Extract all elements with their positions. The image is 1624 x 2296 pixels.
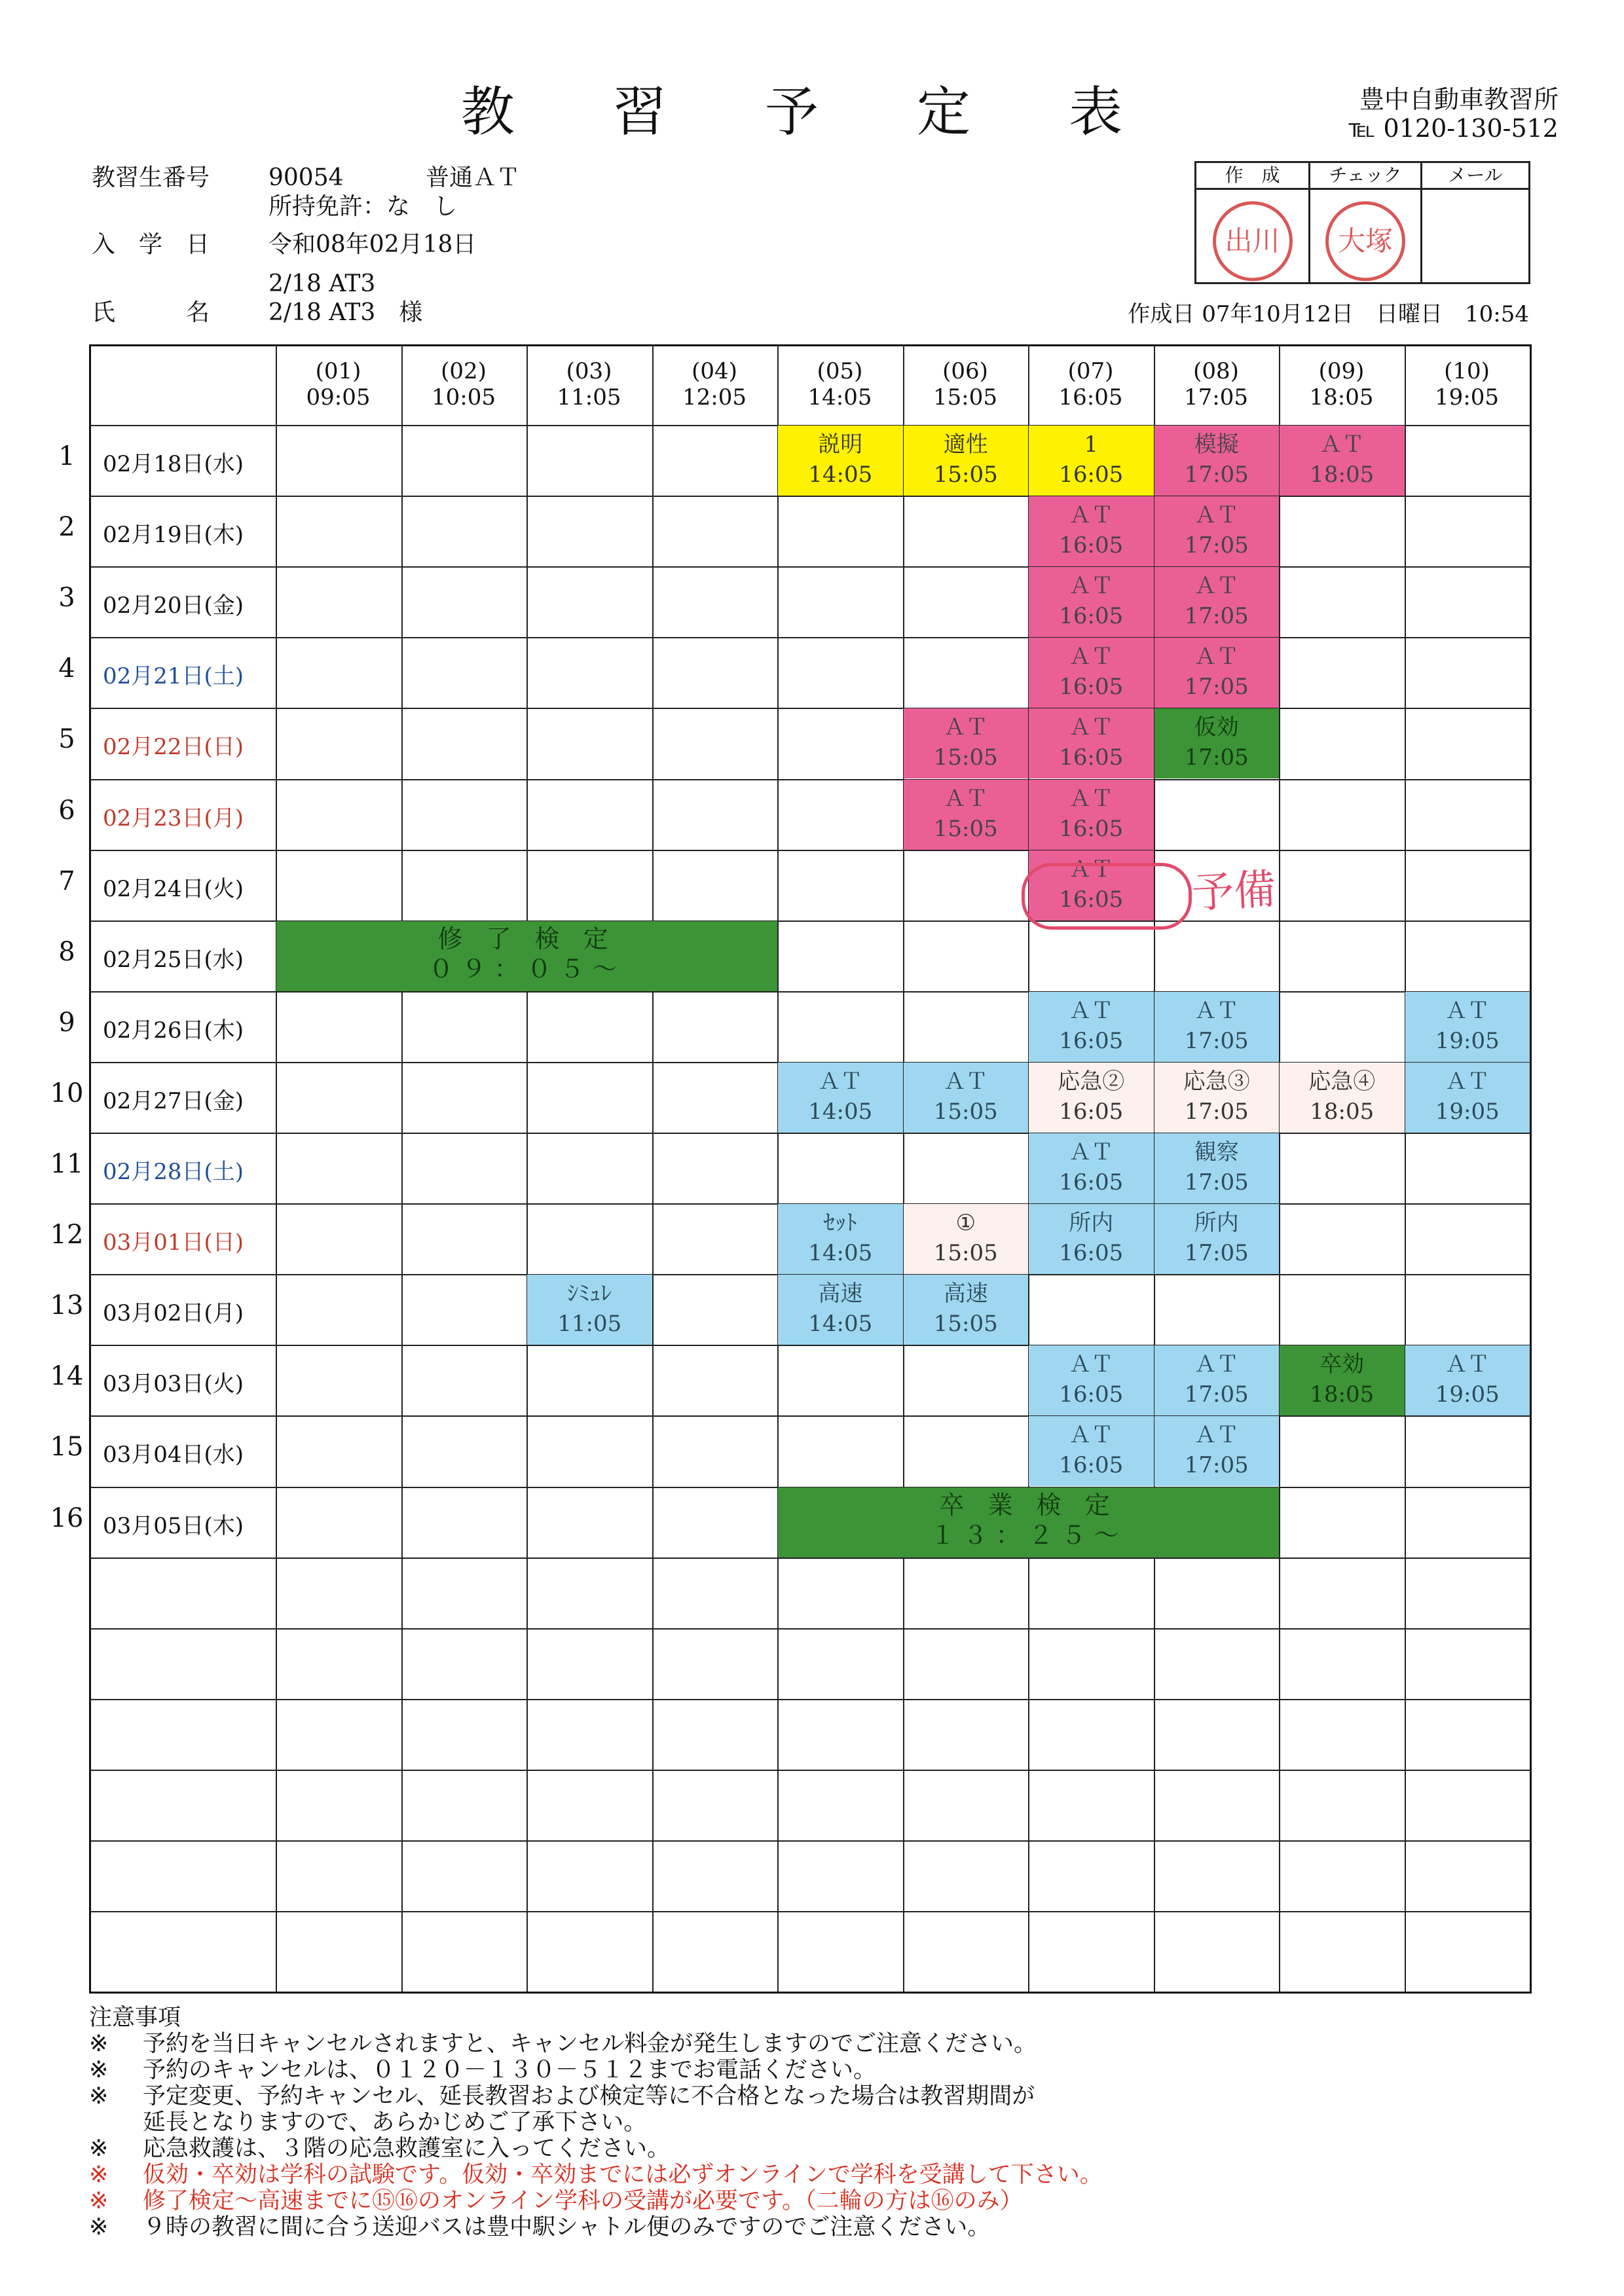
lesson-name: ＡＴ	[1445, 1351, 1490, 1378]
lesson-time: 16:05	[1059, 1027, 1124, 1054]
stamp-col-check	[1308, 163, 1420, 282]
lesson-time: 15:05	[933, 744, 998, 771]
lesson-time: 14:05	[808, 1311, 873, 1338]
lesson-cell	[904, 708, 1029, 778]
row-number: 2	[58, 512, 75, 543]
row-date: 03月04日(水)	[103, 1442, 244, 1468]
lesson-name: ＡＴ	[1069, 785, 1114, 812]
note-text: 予約を当日キャンセルされますと、キャンセル料金が発生しますのでご注意ください。	[143, 2031, 1037, 2057]
lesson-time: 16:05	[1059, 815, 1124, 842]
lesson-name: ＡＴ	[1194, 502, 1239, 529]
lesson-cell	[904, 1204, 1029, 1274]
lesson-cell	[1029, 1133, 1154, 1203]
lesson-name: 応急③	[1183, 1068, 1250, 1095]
row-divider	[91, 1770, 1530, 1771]
note-item	[89, 2188, 1530, 2214]
lesson-cell	[1280, 1063, 1405, 1133]
lesson-cell	[1154, 1063, 1280, 1133]
schedule-table	[89, 344, 1532, 1994]
row-number: 13	[50, 1290, 84, 1321]
exam-band	[778, 1487, 1279, 1558]
period-number: (05)	[817, 358, 863, 384]
row-date: 03月05日(木)	[103, 1512, 244, 1539]
lesson-cell	[1405, 992, 1530, 1062]
lesson-name: ＡＴ	[1320, 431, 1365, 458]
school-info	[1283, 85, 1559, 143]
row-divider	[91, 779, 1530, 780]
lesson-cell	[1154, 1345, 1280, 1415]
note-item	[89, 2109, 1530, 2136]
note-text: 延長となりますので、あらかじめご了承下さい。	[143, 2109, 647, 2136]
row-number: 5	[58, 724, 75, 755]
row-divider	[91, 496, 1530, 497]
period-header	[276, 346, 401, 425]
lesson-name: 高速	[943, 1281, 988, 1307]
period-time: 11:05	[557, 384, 621, 410]
stamp-header: チェック	[1310, 163, 1420, 190]
lesson-name: ｾｯﾄ	[823, 1210, 857, 1237]
lesson-name: 1	[1084, 431, 1099, 458]
column-divider	[526, 346, 528, 1992]
lesson-time: 17:05	[1184, 1240, 1249, 1267]
period-time: 12:05	[682, 384, 747, 410]
period-time: 19:05	[1435, 384, 1499, 410]
lesson-time: 16:05	[1059, 1240, 1124, 1267]
lesson-cell	[1029, 1416, 1154, 1486]
lesson-time: 15:05	[933, 1311, 998, 1338]
row-divider	[91, 1415, 1530, 1417]
lesson-time: 15:05	[933, 462, 998, 488]
row-number: 15	[50, 1432, 84, 1463]
note-item	[89, 2162, 1530, 2188]
entry-date: 令和08年02月18日	[268, 231, 477, 258]
row-divider	[91, 991, 1530, 993]
exam-name: 修 了 検 定	[437, 924, 616, 953]
lesson-time: 16:05	[1059, 886, 1124, 913]
lesson-time: 18:05	[1310, 1381, 1375, 1408]
lesson-cell	[1029, 426, 1154, 496]
lesson-cell	[1029, 638, 1154, 708]
lesson-cell	[1029, 567, 1154, 637]
entry-date-label: 入 学 日	[92, 231, 210, 258]
lesson-name: ＡＴ	[1194, 997, 1239, 1024]
row-number: 7	[58, 866, 75, 896]
lesson-name: ＡＴ	[943, 785, 988, 812]
row-number: 8	[58, 936, 75, 967]
row-number: 14	[50, 1361, 84, 1392]
lesson-cell	[904, 780, 1029, 850]
exam-time: ０９：０５～	[428, 954, 625, 983]
lesson-name: ＡＴ	[1194, 573, 1239, 600]
period-number: (10)	[1444, 358, 1490, 384]
row-number: 16	[50, 1503, 84, 1533]
row-date: 03月03日(火)	[103, 1371, 244, 1398]
school-name: 豊中自動車教習所	[1359, 85, 1559, 114]
lesson-time: 15:05	[933, 1098, 998, 1125]
period-time: 16:05	[1058, 384, 1123, 410]
lesson-name: ＡＴ	[943, 1068, 988, 1095]
student-number-line	[92, 164, 520, 192]
row-divider	[91, 1911, 1530, 1912]
period-number: (04)	[692, 358, 737, 384]
period-time: 17:05	[1184, 384, 1248, 410]
row-date: 02月28日(土)	[103, 1159, 244, 1186]
exam-time: １３：２５～	[930, 1520, 1127, 1550]
lesson-cell	[1029, 780, 1154, 850]
student-name-line	[92, 299, 422, 327]
lesson-name: ＡＴ	[1069, 1139, 1114, 1165]
lesson-name: ＡＴ	[1445, 1068, 1490, 1095]
lesson-cell	[1029, 992, 1154, 1062]
period-header	[1154, 346, 1279, 425]
period-number: (01)	[315, 358, 361, 384]
row-divider	[91, 1558, 1530, 1559]
row-date: 03月01日(日)	[103, 1230, 244, 1256]
lesson-name: 卒効	[1320, 1351, 1365, 1378]
row-number: 6	[58, 795, 75, 826]
lesson-name: ｼﾐｭﾚ	[567, 1281, 612, 1307]
period-time: 15:05	[933, 384, 997, 410]
note-text: ９時の教習に間に合う送迎バスは豊中駅シャトル便のみですのでご注意ください。	[143, 2214, 991, 2240]
row-date: 02月18日(水)	[103, 451, 244, 478]
period-time: 10:05	[432, 384, 496, 410]
lesson-name: 模擬	[1194, 431, 1239, 458]
lesson-cell	[1154, 496, 1280, 566]
lesson-name: 適性	[943, 431, 988, 458]
period-number: (08)	[1193, 358, 1239, 384]
student-course: 普通ＡＴ	[426, 164, 521, 191]
lesson-cell	[1280, 1345, 1405, 1415]
lesson-cell	[1029, 1204, 1154, 1274]
period-time: 18:05	[1309, 384, 1374, 410]
row-number: 1	[58, 441, 75, 472]
lesson-cell	[778, 1063, 903, 1133]
lesson-cell	[904, 426, 1029, 496]
lesson-time: 14:05	[808, 1240, 873, 1267]
lesson-cell	[778, 426, 903, 496]
stamp-col-mail	[1420, 163, 1528, 282]
lesson-cell	[1029, 1063, 1154, 1133]
lesson-time: 18:05	[1310, 1098, 1375, 1125]
lesson-cell	[1154, 426, 1280, 496]
lesson-cell	[904, 1063, 1029, 1133]
column-divider	[1279, 346, 1280, 1992]
row-date: 02月21日(土)	[103, 663, 244, 690]
lesson-name: 応急②	[1058, 1068, 1125, 1095]
row-date: 02月20日(金)	[103, 592, 244, 619]
handwritten-circle-mark	[1022, 863, 1192, 930]
note-item	[89, 2136, 1530, 2162]
stamp-header: 作 成	[1196, 163, 1308, 190]
lesson-cell	[1154, 1204, 1280, 1274]
row-number: 3	[58, 583, 75, 613]
lesson-time: 16:05	[1059, 462, 1124, 488]
lesson-name: 所内	[1069, 1210, 1114, 1237]
lesson-time: 16:05	[1059, 1098, 1124, 1125]
lesson-cell	[527, 1275, 652, 1345]
student-number: 90054	[268, 164, 344, 191]
lesson-name: ＡＴ	[1194, 644, 1239, 670]
note-mark: ※	[89, 2057, 109, 2083]
handwritten-note: 予備	[1190, 865, 1278, 919]
note-mark: ※	[89, 2162, 109, 2188]
lesson-cell	[778, 1204, 903, 1274]
lesson-time: 16:05	[1059, 603, 1124, 630]
lesson-cell	[1154, 1133, 1280, 1203]
row-date: 02月25日(水)	[103, 946, 244, 973]
period-header	[652, 346, 777, 425]
period-header	[1405, 346, 1530, 425]
period-number: (03)	[566, 358, 612, 384]
lesson-cell	[1280, 426, 1405, 496]
note-text: 修了検定～高速までに⑮⑯のオンライン学科の受講が必要です。（二輪の方は⑯のみ）	[143, 2188, 1023, 2214]
period-header	[777, 346, 902, 425]
lesson-time: 17:05	[1184, 1452, 1249, 1479]
lesson-time: 17:05	[1184, 1098, 1249, 1125]
notes-heading	[89, 2005, 1530, 2031]
lesson-name: 説明	[818, 431, 863, 458]
entry-date-line	[92, 230, 476, 259]
lesson-time: 17:05	[1184, 674, 1249, 701]
row-number: 4	[58, 653, 75, 684]
student-name-label: 氏 名	[92, 299, 210, 326]
lesson-cell	[1154, 1416, 1280, 1486]
row-date: 02月24日(火)	[103, 875, 244, 902]
column-divider	[401, 346, 403, 1992]
lesson-cell	[778, 1275, 903, 1345]
lesson-cell	[904, 1275, 1029, 1345]
lesson-time: 16:05	[1059, 1169, 1124, 1195]
column-divider	[276, 346, 277, 1992]
row-date: 02月19日(木)	[103, 522, 244, 549]
lesson-cell	[1405, 1345, 1530, 1415]
lesson-name: ＡＴ	[1069, 573, 1114, 600]
row-divider	[91, 1628, 1530, 1630]
lesson-name: ＡＴ	[1194, 1422, 1239, 1449]
lesson-time: 14:05	[808, 1098, 873, 1125]
period-number: (02)	[441, 358, 487, 384]
lesson-time: 17:05	[1184, 462, 1249, 488]
hanko-stamp-icon: 出川	[1213, 201, 1293, 281]
column-divider	[777, 346, 779, 1992]
stamp-header: メール	[1422, 163, 1528, 190]
lesson-name: 観察	[1194, 1139, 1239, 1165]
period-header	[903, 346, 1028, 425]
lesson-name: ＡＴ	[1069, 997, 1114, 1024]
note-text: 応急救護は、３階の応急救護室に入ってください。	[143, 2136, 671, 2162]
period-time: 14:05	[807, 384, 872, 410]
approval-stamp-box	[1194, 161, 1530, 284]
period-number: (06)	[942, 358, 988, 384]
school-tel: ℡ 0120-130-512	[1348, 114, 1559, 143]
lesson-cell	[1029, 496, 1154, 566]
lesson-name: ＡＴ	[1069, 1351, 1114, 1378]
row-number: 9	[58, 1007, 75, 1038]
row-number: 11	[50, 1149, 84, 1180]
lesson-name: ＡＴ	[1069, 502, 1114, 529]
column-divider	[652, 346, 654, 1992]
lesson-time: 17:05	[1184, 1381, 1249, 1408]
lesson-name: ＡＴ	[1069, 856, 1114, 883]
lesson-name: ＡＴ	[818, 1068, 863, 1095]
lesson-name: 応急④	[1308, 1068, 1376, 1095]
lesson-name: ＡＴ	[1069, 1422, 1114, 1449]
note-text: 予約のキャンセルは、０１２０－１３０－５１２までお電話ください。	[143, 2057, 877, 2083]
lesson-time: 19:05	[1435, 1381, 1500, 1408]
note-mark: ※	[89, 2031, 109, 2057]
column-divider	[1405, 346, 1406, 1992]
lesson-name: 所内	[1194, 1210, 1239, 1237]
period-header	[401, 346, 526, 425]
note-item	[89, 2031, 1530, 2057]
row-divider	[91, 637, 1530, 638]
lesson-time: 14:05	[808, 462, 873, 488]
stamp-col-created	[1196, 163, 1308, 282]
row-date: 02月26日(木)	[103, 1017, 244, 1044]
student-name: 2/18 AT3 様	[268, 299, 423, 326]
note-item	[89, 2083, 1530, 2109]
row-date: 02月23日(月)	[103, 805, 244, 831]
lesson-name: ＡＴ	[943, 714, 988, 741]
row-date: 02月22日(日)	[103, 734, 244, 761]
lesson-cell	[1029, 1345, 1154, 1415]
row-number: 12	[50, 1220, 84, 1250]
lesson-cell	[1405, 1063, 1530, 1133]
lesson-time: 11:05	[557, 1311, 622, 1338]
row-divider	[91, 1699, 1530, 1700]
lesson-time: 17:05	[1184, 532, 1249, 559]
period-number: (09)	[1318, 358, 1365, 384]
lesson-time: 16:05	[1059, 1381, 1124, 1408]
exam-band	[276, 921, 777, 991]
notes-section	[89, 2005, 1530, 2240]
row-date: 03月02日(月)	[103, 1300, 244, 1327]
period-header	[1028, 346, 1153, 425]
lesson-time: 16:05	[1059, 674, 1124, 701]
lesson-cell	[1154, 567, 1280, 637]
lesson-time: 17:05	[1184, 1027, 1249, 1054]
column-divider	[903, 346, 904, 1992]
lesson-name: ＡＴ	[1069, 644, 1114, 670]
lesson-time: 19:05	[1435, 1027, 1500, 1054]
row-divider	[91, 1133, 1530, 1134]
row-divider	[91, 850, 1530, 851]
lesson-cell	[1154, 708, 1280, 778]
row-number: 10	[50, 1078, 84, 1108]
exam-name: 卒 業 検 定	[939, 1490, 1118, 1520]
row-divider	[91, 708, 1530, 709]
student-number-label: 教習生番号	[92, 164, 210, 191]
lesson-time: 18:05	[1310, 462, 1375, 488]
license-line: 所持免許：な し	[268, 193, 458, 220]
group-line: 2/18 AT3	[268, 270, 376, 297]
lesson-name: ＡＴ	[1194, 1351, 1239, 1378]
note-mark: ※	[89, 2136, 109, 2162]
lesson-time: 15:05	[933, 815, 998, 842]
lesson-cell	[1029, 708, 1154, 778]
notes-heading-text: 注意事項	[89, 2005, 181, 2031]
note-mark: ※	[89, 2083, 109, 2109]
lesson-time: 16:05	[1059, 744, 1124, 771]
hanko-stamp-icon: 大塚	[1325, 201, 1405, 281]
row-divider	[91, 566, 1530, 568]
lesson-cell	[1154, 638, 1280, 708]
note-mark: ※	[89, 2214, 109, 2240]
row-date: 02月27日(金)	[103, 1087, 244, 1114]
lesson-name: ＡＴ	[1069, 714, 1114, 741]
period-number: (07)	[1067, 358, 1114, 384]
note-mark: ※	[89, 2188, 109, 2214]
lesson-cell	[1154, 992, 1280, 1062]
note-text: 仮効・卒効は学科の試験です。仮効・卒効までには必ずオンラインで学科を受講して下さい。	[143, 2162, 1103, 2188]
lesson-time: 17:05	[1184, 1169, 1249, 1195]
row-divider	[91, 1840, 1530, 1842]
lesson-time: 19:05	[1435, 1098, 1500, 1125]
period-header	[526, 346, 652, 425]
created-date: 作成日 07年10月12日 日曜日 10:54	[1128, 301, 1529, 327]
lesson-time: 16:05	[1059, 1452, 1124, 1479]
lesson-time: 17:05	[1184, 744, 1249, 771]
lesson-name: ①	[955, 1210, 976, 1237]
page-title: 教 習 予 定 表	[460, 81, 1164, 143]
lesson-name: ＡＴ	[1445, 997, 1490, 1024]
period-header	[1279, 346, 1404, 425]
lesson-name: 高速	[818, 1281, 863, 1307]
lesson-name: 仮効	[1194, 714, 1239, 741]
lesson-time: 17:05	[1184, 603, 1249, 630]
period-time: 09:05	[306, 384, 371, 410]
lesson-time: 15:05	[933, 1240, 998, 1267]
note-item	[89, 2057, 1530, 2083]
note-item	[89, 2214, 1530, 2240]
lesson-time: 16:05	[1059, 532, 1124, 559]
note-text: 予定変更、予約キャンセル、延長教習および検定等に不合格となった場合は教習期間が	[143, 2083, 1035, 2109]
